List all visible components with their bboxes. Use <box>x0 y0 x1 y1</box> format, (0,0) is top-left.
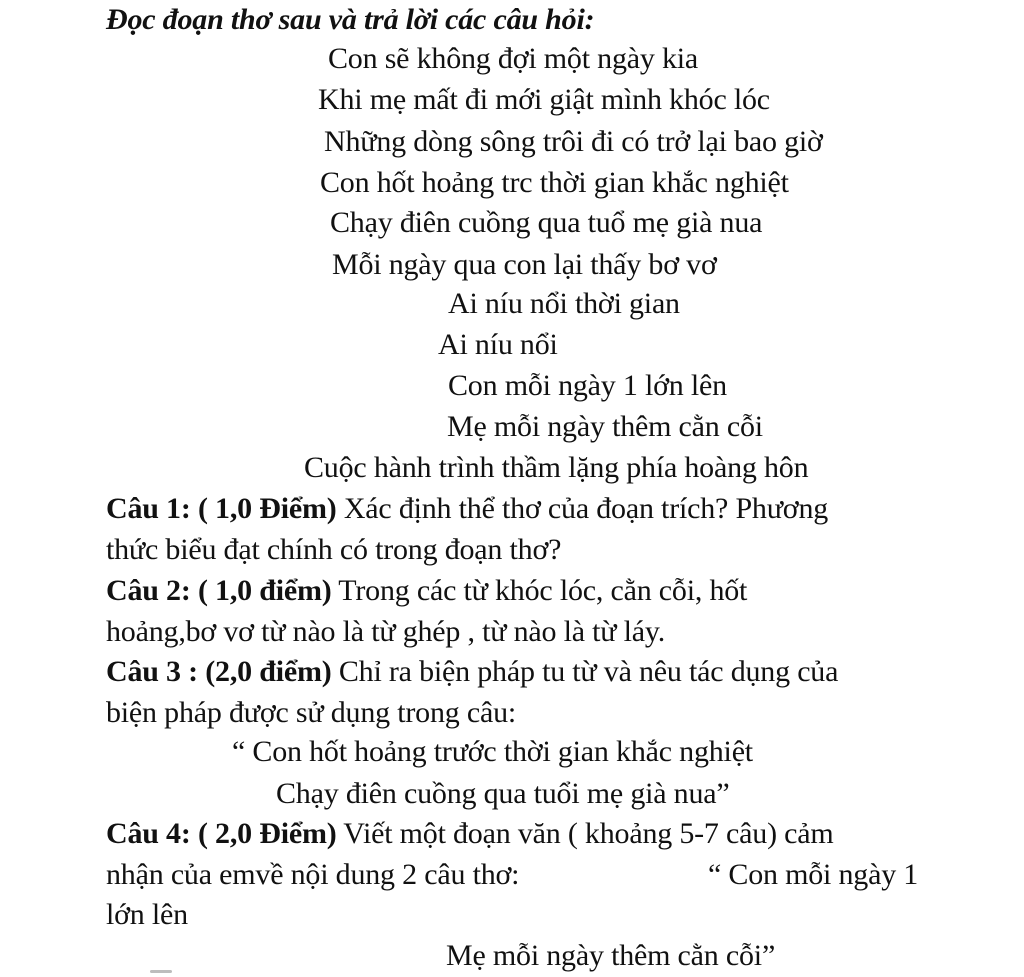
question-1-text-cont: thức biểu đạt chính có trong đoạn thơ? <box>106 533 562 566</box>
question-3-quote-line: Chạy điên cuồng qua tuổi mẹ già nua” <box>276 777 730 810</box>
question-1-text: Xác định thể thơ của đoạn trích? Phương <box>336 492 829 525</box>
poem-line: Mẹ mỗi ngày thêm cằn cỗi <box>447 410 763 443</box>
question-3-text-cont: biện pháp được sử dụng trong câu: <box>106 696 517 729</box>
poem-line: Cuộc hành trình thầm lặng phía hoàng hôn <box>304 451 809 484</box>
poem-line: Mỗi ngày qua con lại thấy bơ vơ <box>332 248 717 281</box>
poem-line: Ai níu nổi thời gian <box>448 287 680 320</box>
question-2-label: Câu 2: ( 1,0 điểm) <box>106 574 332 607</box>
poem-line: Con sẽ không đợi một ngày kia <box>328 42 699 75</box>
poem-line: Con mỗi ngày 1 lớn lên <box>448 369 727 402</box>
question-4-label: Câu 4: ( 2,0 Điểm) <box>106 817 337 850</box>
question-4-text: Viết một đoạn văn ( khoảng 5-7 câu) cảm <box>336 817 834 850</box>
poem-line: Chạy điên cuồng qua tuổ mẹ già nua <box>330 206 763 239</box>
instruction-heading: Đọc đoạn thơ sau và trả lời các câu hỏi: <box>106 3 595 36</box>
question-4-text-cont: nhận của emvề nội dung 2 câu thơ: <box>106 858 520 891</box>
page-edge-mark <box>150 970 172 973</box>
question-3-label: Câu 3 : (2,0 điểm) <box>106 655 332 688</box>
question-4-quote-line: “ Con mỗi ngày 1 <box>708 858 919 891</box>
poem-line: Con hốt hoảng trc thời gian khắc nghiệt <box>320 166 789 199</box>
poem-line: Những dòng sông trôi đi có trở lại bao giờ <box>324 125 823 158</box>
poem-line: Khi mẹ mất đi mới giật mình khóc lóc <box>318 83 770 116</box>
question-4-text-cont: lớn lên <box>106 898 188 931</box>
question-3-text: Chỉ ra biện pháp tu từ và nêu tác dụng của <box>331 655 839 688</box>
question-1-label: Câu 1: ( 1,0 Điểm) <box>106 492 337 525</box>
question-2-text: Trong các từ khóc lóc, cằn cỗi, hốt <box>331 574 748 607</box>
poem-line: Ai níu nổi <box>438 328 558 361</box>
question-3-quote-line: “ Con hốt hoảng trước thời gian khắc nghiệt <box>232 735 753 768</box>
question-2-text-cont: hoảng,bơ vơ từ nào là từ ghép , từ nào là từ láy. <box>106 615 666 648</box>
question-4-quote-line: Mẹ mỗi ngày thêm cằn cỗi” <box>446 939 776 972</box>
